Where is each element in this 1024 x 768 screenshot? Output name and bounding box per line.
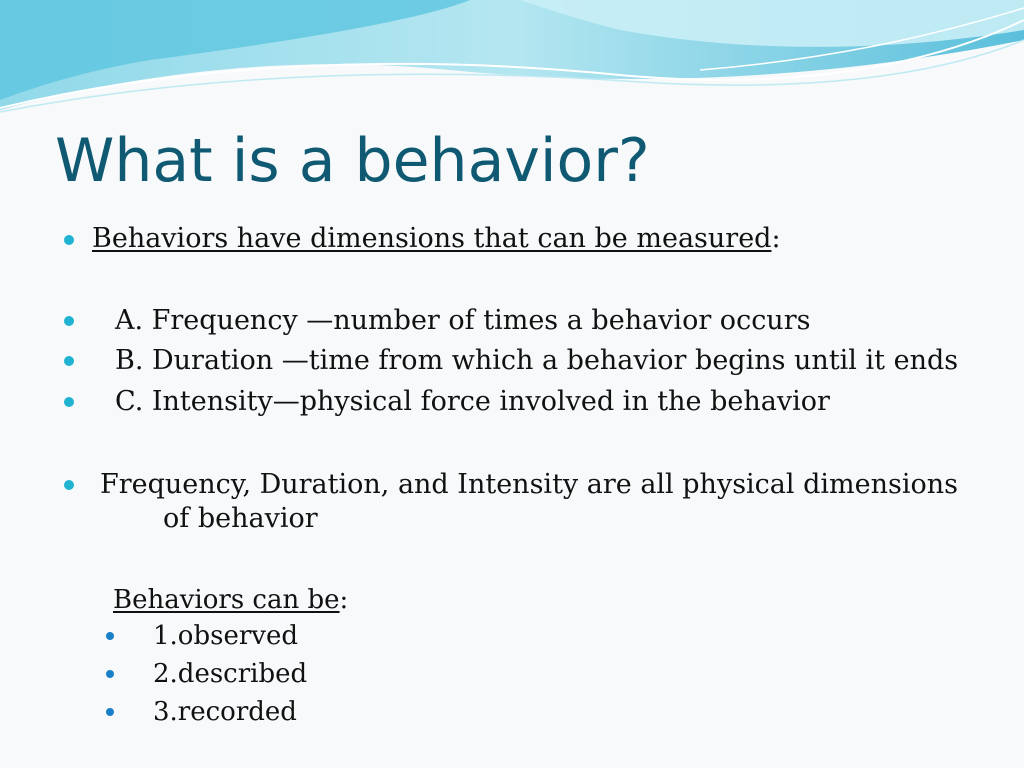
- dimension-frequency: A. Frequency —number of times a behavior occurs: [115, 305, 811, 336]
- intro-underlined-text: Behaviors have dimensions that can be measured: [92, 223, 772, 254]
- intro-line: [92, 222, 781, 256]
- can-be-heading-underlined: Behaviors can be: [113, 585, 340, 615]
- slide-title: What is a behavior?: [55, 126, 650, 196]
- can-be-item-recorded: 3.recorded: [153, 697, 297, 727]
- dimension-intensity: C. Intensity—physical force involved in the behavior: [115, 386, 830, 417]
- bullet-icon: [64, 316, 74, 326]
- dimension-duration: B. Duration —time from which a behavior begins until it ends: [115, 345, 959, 376]
- can-be-heading-suffix: :: [339, 585, 349, 615]
- summary-line-1: Frequency, Duration, and Intensity are all physical dimensions: [100, 469, 959, 500]
- sub-bullet-icon: [106, 708, 114, 716]
- can-be-heading: [113, 583, 348, 617]
- bullet-icon: [64, 397, 74, 407]
- sub-bullet-icon: [106, 670, 114, 678]
- can-be-item-described: 2.described: [153, 659, 308, 689]
- header-wave-decoration: [0, 0, 1024, 120]
- bullet-icon: [64, 235, 74, 245]
- intro-suffix: :: [771, 223, 781, 254]
- sub-bullet-icon: [106, 632, 114, 640]
- bullet-icon: [64, 480, 74, 490]
- summary-line-2: of behavior: [163, 503, 318, 534]
- bullet-icon: [64, 356, 74, 366]
- can-be-item-observed: 1.observed: [153, 621, 298, 651]
